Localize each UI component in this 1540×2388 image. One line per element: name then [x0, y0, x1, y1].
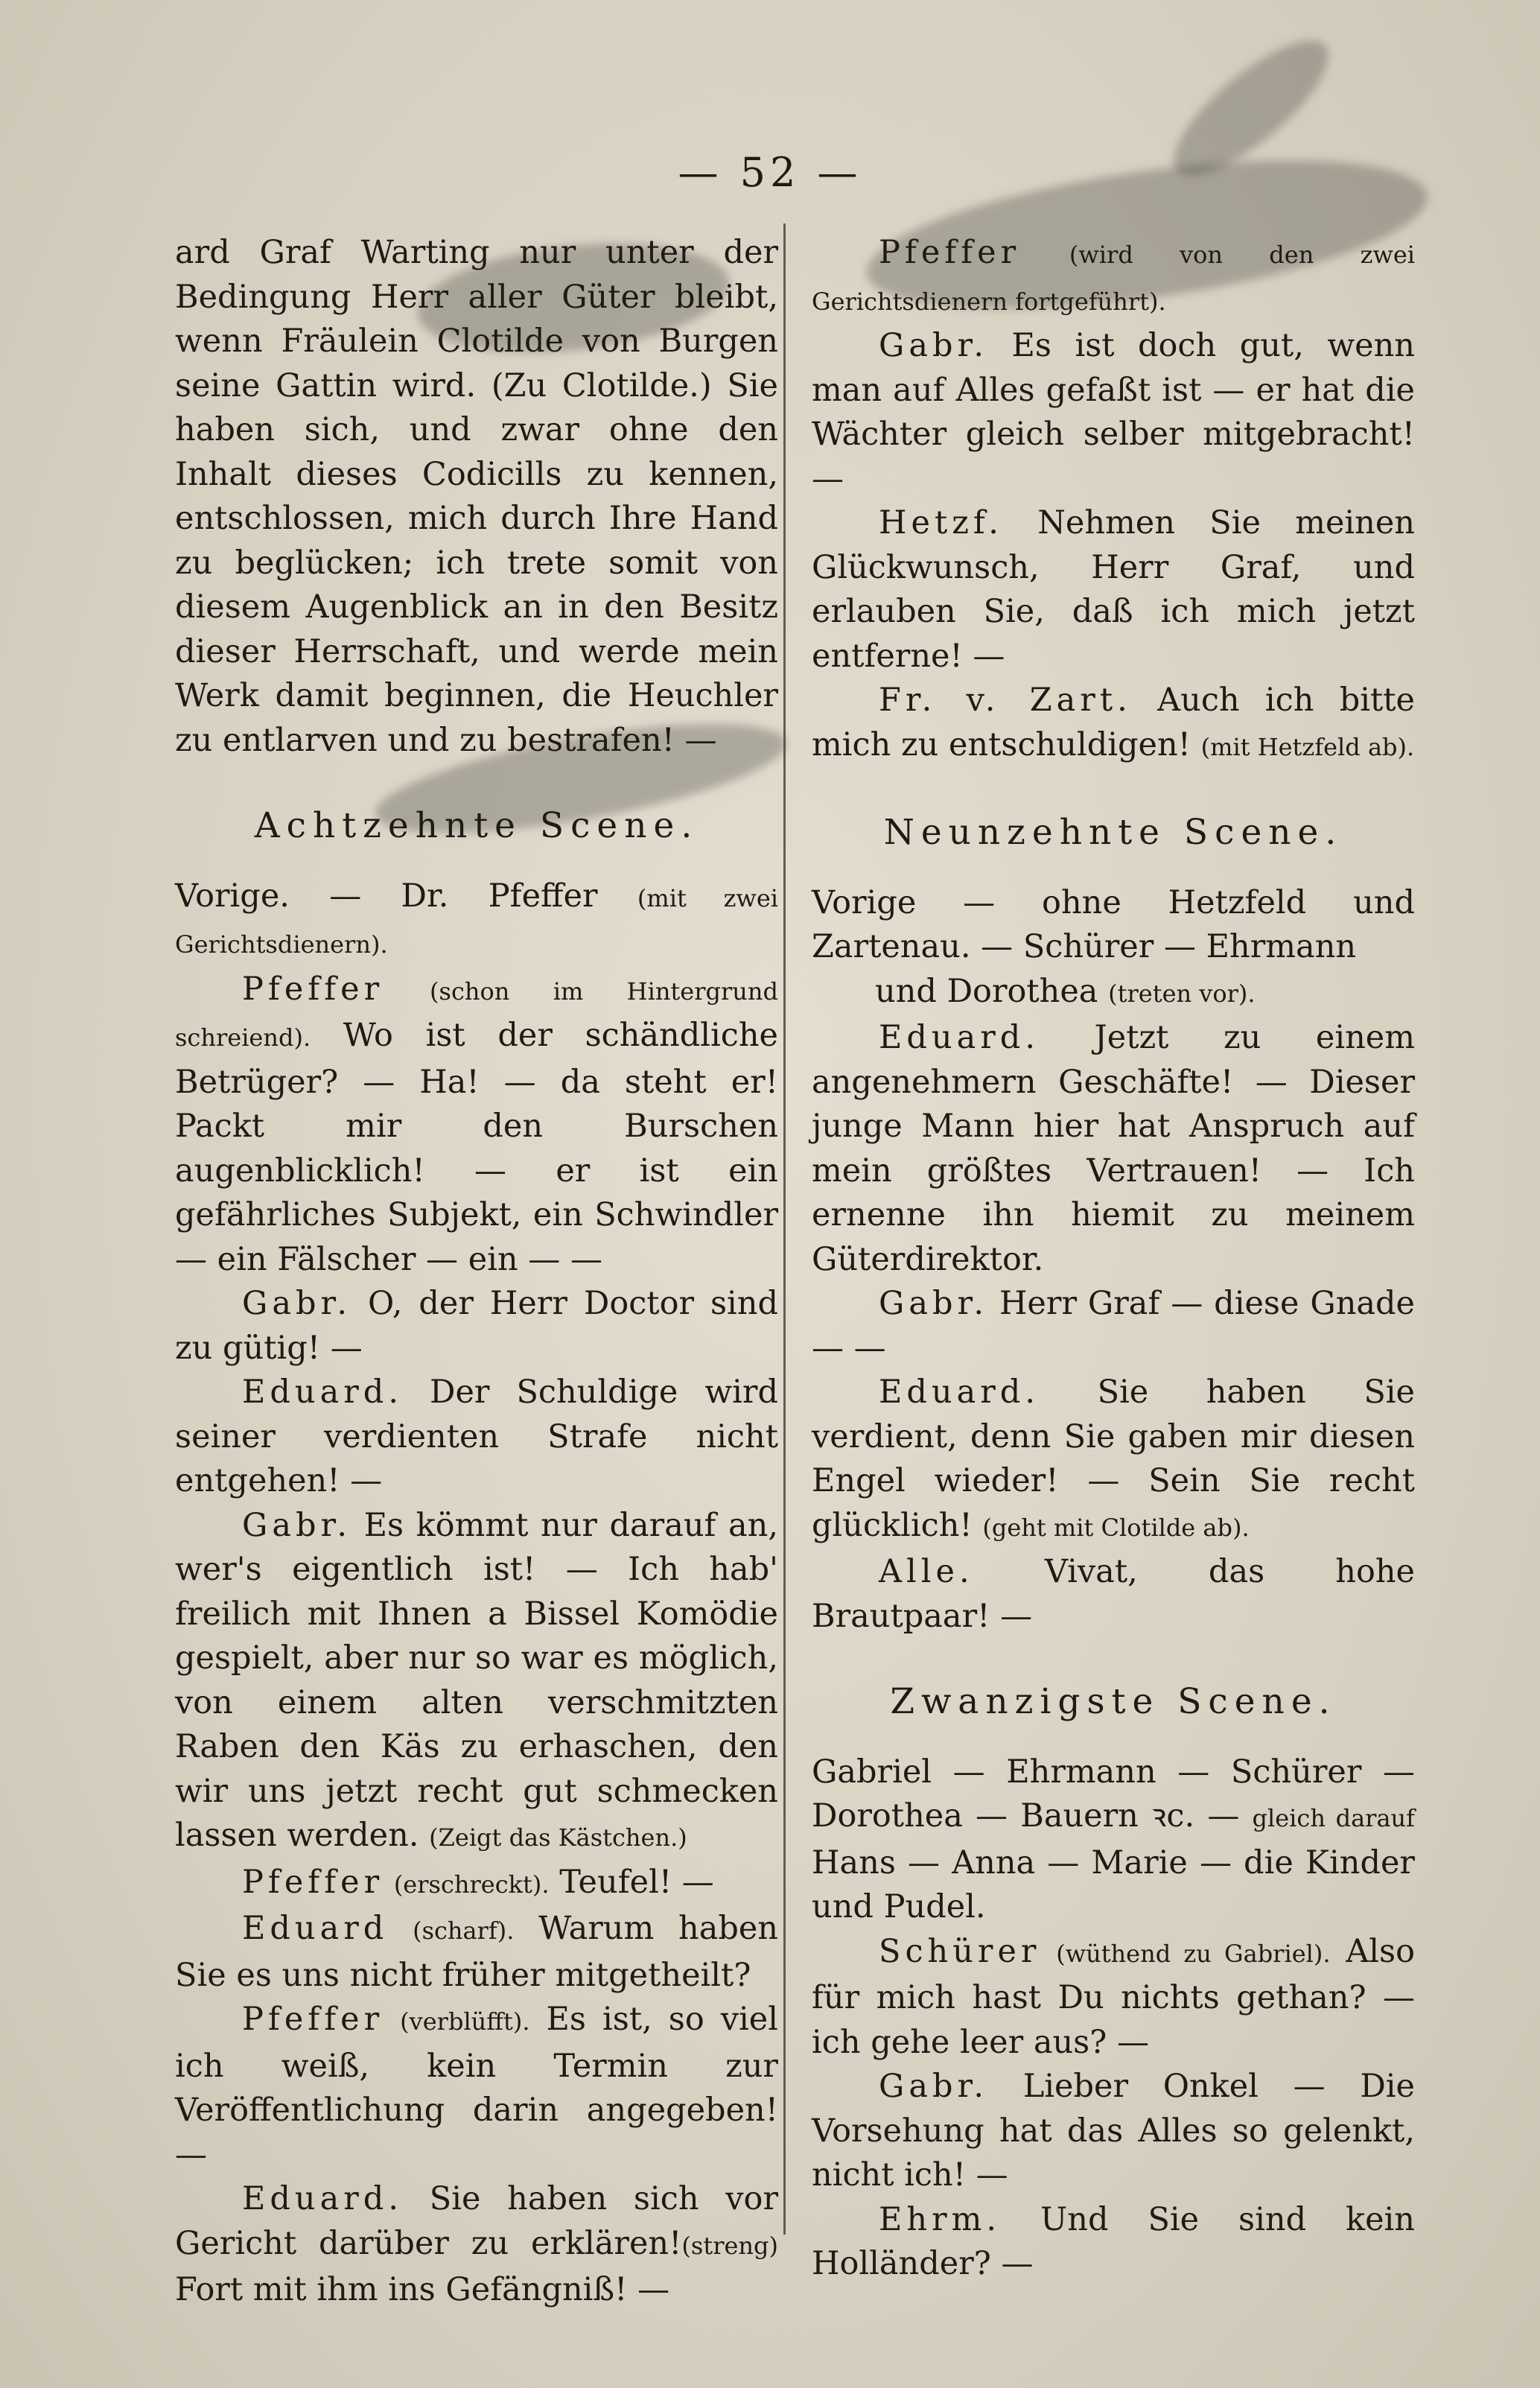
- cast-names: Vorige — ohne Hetzfeld und Zartenau. — Schürer — Ehrmann: [812, 883, 1415, 965]
- speech: [175, 2177, 778, 2313]
- speaker: Pfeffer: [242, 970, 384, 1008]
- speech-text: Sie haben Sie verdient, denn Sie gaben mir diesen Engel wieder! — Sein Sie recht glücklich!: [812, 1374, 1415, 1544]
- speaker: Eduard.: [879, 1019, 1040, 1056]
- speech: [812, 231, 1415, 324]
- speaker: Hetzf.: [879, 504, 1003, 542]
- speech: [175, 1998, 778, 2177]
- speech: [812, 501, 1415, 679]
- speech-text: Es ist, so viel ich weiß, kein Termin zur Veröffentlichung darin angegeben! —: [175, 2001, 778, 2173]
- speech-text: Nehmen Sie meinen Glückwunsch, Herr Graf, und erlauben Sie, daß ich mich jetzt entferne! —: [812, 504, 1415, 675]
- cast-names: Hans — Anna — Marie — die Kinder und Pudel.: [812, 1844, 1415, 1925]
- stage-direction: (scharf).: [413, 1917, 515, 1945]
- speaker: Eduard.: [242, 2180, 403, 2217]
- speech: [812, 2065, 1415, 2198]
- page-number: — 52 —: [678, 149, 862, 196]
- speech-text: Sie haben sich vor Gericht darüber zu erklären!: [175, 2180, 779, 2262]
- stage-direction: (erschreckt).: [393, 1870, 550, 1899]
- stage-direction: (geht mit Clotilde ab).: [982, 1513, 1250, 1542]
- speech: [175, 1504, 778, 1861]
- speech-text: Vivat, das hohe Brautpaar! —: [812, 1553, 1416, 1635]
- speech-text: Und Sie sind kein Holländer? —: [812, 2200, 1415, 2282]
- speaker: Gabr.: [879, 1285, 989, 1322]
- speech-text: Auch ich bitte mich zu entschuldigen!: [812, 682, 1415, 763]
- stage-direction: (schon im Hintergrund schreiend).: [175, 977, 779, 1052]
- cast-names: und Dorothea: [875, 972, 1098, 1010]
- speech-text: O, der Herr Doctor sind zu gütig! —: [175, 1285, 779, 1367]
- scene-heading: Zwanzigste Scene.: [890, 1681, 1337, 1722]
- speech-text: Teufel! —: [559, 1863, 714, 1901]
- speech: [812, 1930, 1415, 2065]
- stage-direction: (streng): [681, 2231, 778, 2260]
- column-divider: [783, 223, 786, 2235]
- speaker: Eduard.: [879, 1374, 1040, 1411]
- stage-direction: (wüthend zu Gabriel).: [1056, 1939, 1331, 1968]
- stage-direction: (verblüfft).: [400, 2007, 530, 2036]
- speaker: Gabr.: [242, 1285, 352, 1322]
- scene-heading: Neunzehnte Scene.: [883, 812, 1343, 853]
- cast-list: [812, 1750, 1415, 1930]
- speaker: Pfeffer: [879, 234, 1021, 271]
- speaker: Fr. v. Zart.: [879, 682, 1132, 719]
- speaker: Pfeffer: [242, 1863, 384, 1901]
- stage-direction: (mit zwei Gerichtsdienern).: [175, 883, 778, 959]
- speech: [812, 1016, 1415, 1282]
- speaker: Schürer: [879, 1932, 1041, 1970]
- speaker: Eduard: [242, 1910, 389, 1947]
- stage-direction: gleich darauf: [1252, 1804, 1416, 1832]
- speech: [175, 1282, 778, 1371]
- speech-text: Fort mit ihm ins Gefängniß! —: [175, 2271, 670, 2308]
- speech-text: Der Schuldige wird seiner verdienten Strafe nicht entgehen! —: [175, 1374, 778, 1499]
- speaker: Ehrm.: [879, 2200, 1002, 2238]
- speech-text: Warum haben Sie es uns nicht früher mitgetheilt?: [175, 1910, 778, 1994]
- left-column: [175, 231, 778, 2313]
- stage-direction: (mit Hetzfeld ab).: [1200, 732, 1415, 761]
- speech-text: Jetzt zu einem angenehmern Geschäfte! — Dieser junge Mann hier hat Anspruch auf mein größtes Vertrauen! — Ich ernenne ihn hiemit zu meinem Güterdirektor.: [812, 1019, 1415, 1278]
- speech: [175, 968, 778, 1283]
- speech-text: Lieber Onkel — Die Vorsehung hat das Alles so gelenkt, nicht ich! —: [812, 2068, 1416, 2194]
- scene-heading: Achtzehnte Scene.: [254, 805, 699, 846]
- speech: [812, 679, 1415, 769]
- cast-list: [175, 874, 778, 968]
- speaker: Eduard.: [242, 1374, 403, 1411]
- cast-list: [812, 881, 1415, 1017]
- cast-names: Gabriel — Ehrmann — Schürer — Dorothea — Bauern ꝛc. —: [812, 1753, 1415, 1835]
- speaker: Gabr.: [879, 2068, 989, 2105]
- speech: [812, 324, 1415, 501]
- speaker: Gabr.: [242, 1506, 352, 1544]
- speech: [812, 2198, 1415, 2287]
- speech: [812, 1371, 1415, 1550]
- speech: [812, 1550, 1415, 1639]
- speech-text: Wo ist der schändliche Betrüger? — Ha! — da steht er! Packt mir den Burschen augenblicklich! — er ist ein gefährliches Subjekt, ein Schwindler — ein Fälscher — ein — —: [175, 1017, 778, 1278]
- paragraph: ard Graf Warting nur unter der Bedingung Herr aller Güter bleibt, wenn Fräulein Clotilde von Burgen seine Gattin wird. (Zu Clotilde.) Sie haben sich, und zwar ohne den Inhalt dieses Codicills zu kennen, entschlossen, mich durch Ihre Hand zu beglücken; ich trete somit von diesem Augenblick an in den Besitz dieser Herrschaft, und werde mein Werk damit beginnen, die Heuchler zu entlarven und zu bestrafen! —: [175, 234, 778, 759]
- speech-text: Herr Graf — diese Gnade — —: [812, 1285, 1415, 1367]
- speech: [812, 1282, 1415, 1371]
- stage-direction: (Zeigt das Kästchen.): [429, 1823, 687, 1852]
- cast-names: Vorige. — Dr. Pfeffer: [175, 877, 598, 915]
- speech: [175, 1907, 778, 1998]
- stage-direction: (treten vor).: [1108, 979, 1256, 1008]
- speech: [175, 1371, 778, 1504]
- speaker: Alle.: [879, 1553, 974, 1590]
- speech-text: Es kömmt nur darauf an, wer's eigentlich ist! — Ich hab' freilich mit Ihnen a Bissel Komödie gespielt, aber nur so war es möglich, von einem alten verschmitzten Raben den Käs zu erhaschen, den wir uns jetzt recht gut schmecken lassen werden.: [175, 1506, 779, 1854]
- speech: [175, 1861, 778, 1908]
- speech-text: Es ist doch gut, wenn man auf Alles gefaßt ist — er hat die Wächter gleich selber mitgebracht! —: [812, 327, 1415, 498]
- stage-direction: (wird von den zwei Gerichtsdienern fortgeführt).: [812, 241, 1415, 316]
- speech-text: Also für mich hast Du nichts gethan? — ich gehe leer aus? —: [812, 1932, 1416, 2061]
- right-column: [812, 231, 1415, 2287]
- speaker: Gabr.: [879, 327, 989, 364]
- speaker: Pfeffer: [242, 2001, 384, 2038]
